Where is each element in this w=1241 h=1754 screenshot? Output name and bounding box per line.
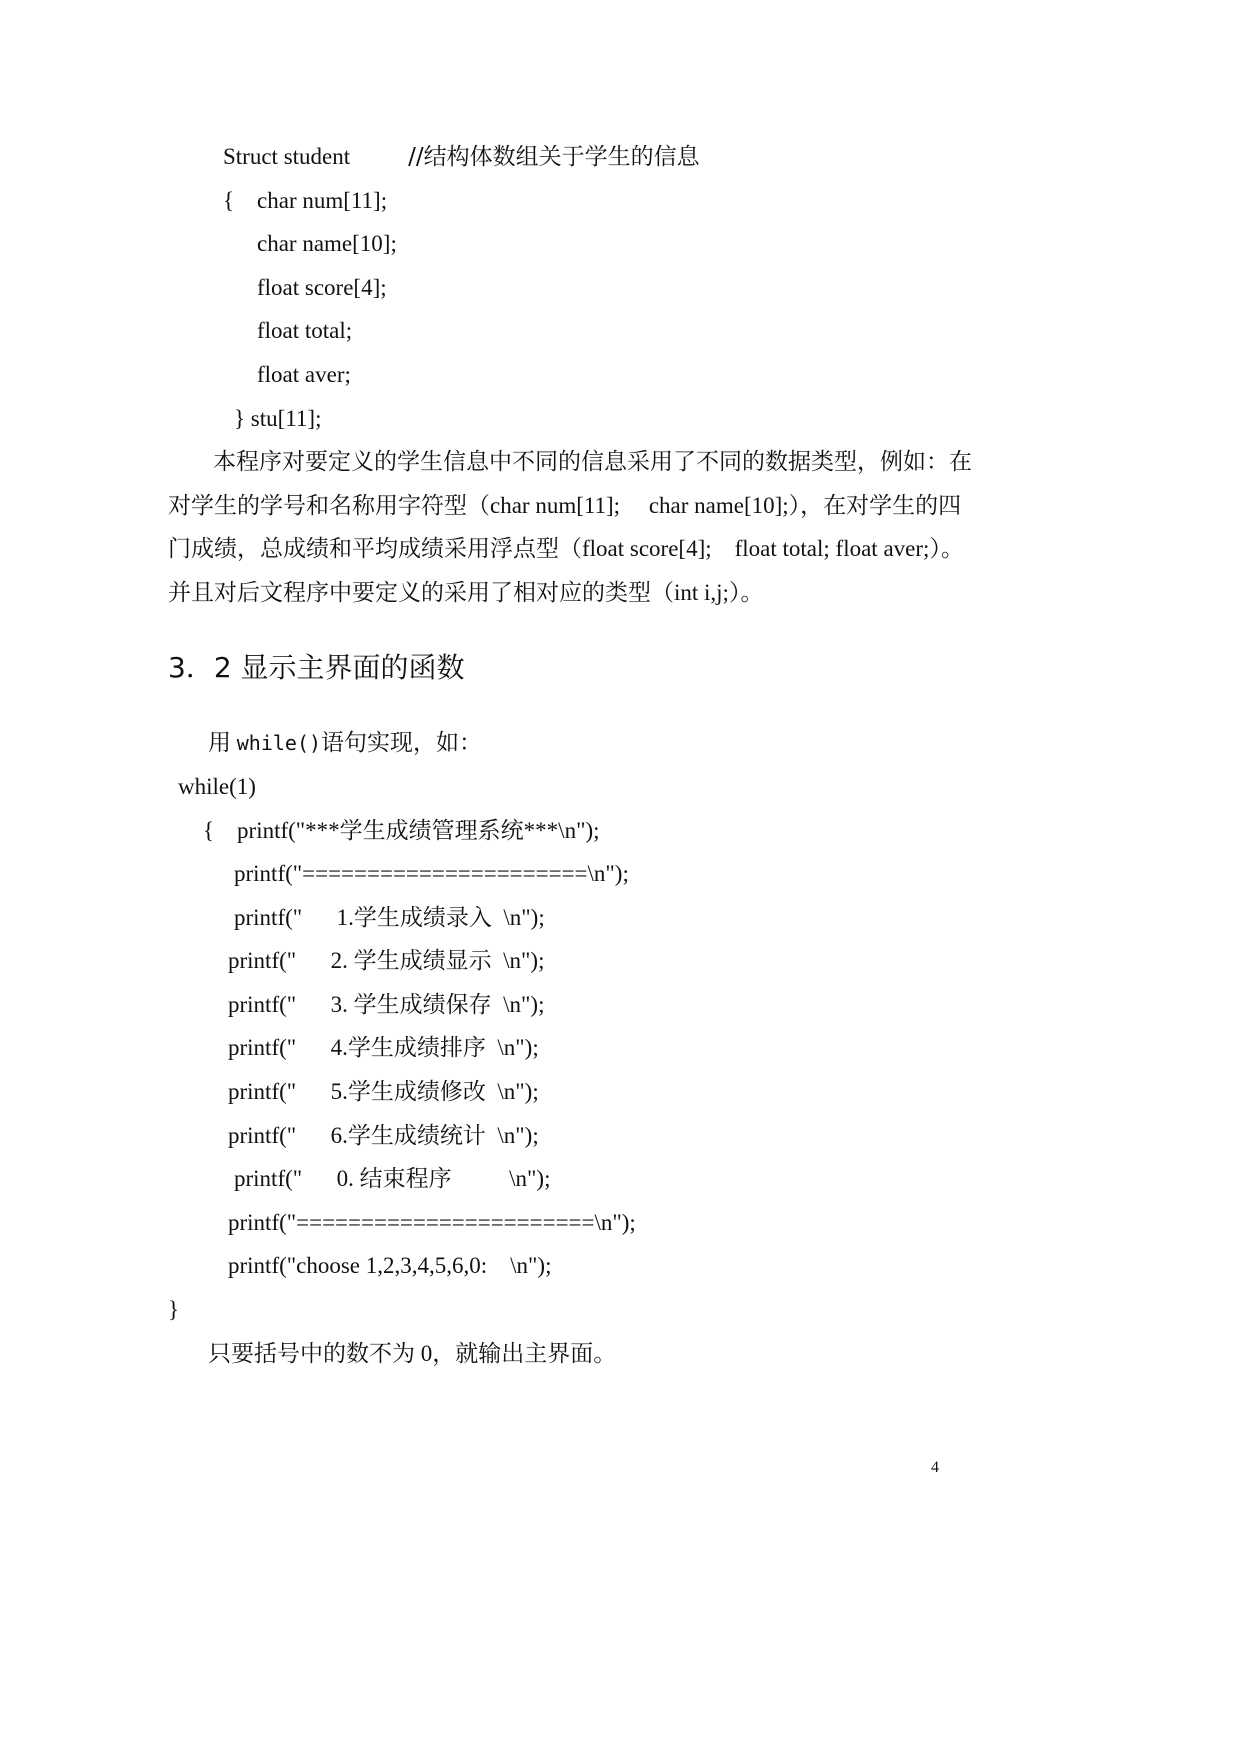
code-line-printf-sep2: printf("=======================\n"); bbox=[228, 1210, 636, 1235]
code-line-printf-sep1: printf("======================\n"); bbox=[234, 861, 629, 886]
intro-code: while() bbox=[236, 731, 322, 755]
struct-code: Struct student bbox=[223, 144, 351, 169]
code-line-printf-opt6: printf(" 6.学生成绩统计 \n"); bbox=[228, 1123, 539, 1148]
struct-declaration bbox=[223, 142, 700, 172]
paragraph-line-1: 本程序对要定义的学生信息中不同的信息采用了不同的数据类型，例如：在 bbox=[213, 449, 972, 474]
code-line-printf-opt1: printf(" 1.学生成绩录入 \n"); bbox=[234, 905, 545, 930]
struct-field-total: float total; bbox=[257, 318, 353, 343]
struct-open-brace-line: { char num[11]; bbox=[223, 188, 388, 213]
page-number: 4 bbox=[931, 1459, 939, 1476]
code-line-printf-opt0: printf(" 0. 结束程序 \n"); bbox=[234, 1166, 551, 1191]
struct-close-line: } stu[11]; bbox=[234, 406, 322, 431]
struct-field-name: char name[10]; bbox=[257, 231, 397, 256]
code-line-close-brace: } bbox=[168, 1297, 180, 1322]
paragraph-line-3: 门成绩，总成绩和平均成绩采用浮点型（float score[4]; float total; float aver;）。 bbox=[168, 536, 964, 561]
code-line-printf-opt4: printf(" 4.学生成绩排序 \n"); bbox=[228, 1035, 539, 1060]
closing-sentence: 只要括号中的数不为 0，就输出主界面。 bbox=[208, 1341, 617, 1366]
struct-field-score: float score[4]; bbox=[257, 275, 387, 300]
intro-pre: 用 bbox=[208, 730, 237, 755]
paragraph-line-2: 对学生的学号和名称用字符型（char num[11]; char name[10];），在对学生的四 bbox=[168, 493, 962, 518]
intro-post: 语句实现，如： bbox=[321, 730, 483, 755]
code-line-printf-title: { printf("***学生成绩管理系统***\n"); bbox=[203, 818, 600, 843]
section-heading: 3．2 显示主界面的函数 bbox=[168, 651, 465, 684]
paragraph-line-4: 并且对后文程序中要定义的采用了相对应的类型（int i,j;）。 bbox=[168, 580, 764, 605]
struct-comment: //结构体数组关于学生的信息 bbox=[408, 144, 700, 170]
code-line-printf-opt3: printf(" 3. 学生成绩保存 \n"); bbox=[228, 992, 545, 1017]
intro-line bbox=[208, 728, 482, 758]
code-line-printf-opt2: printf(" 2. 学生成绩显示 \n"); bbox=[228, 948, 545, 973]
struct-field-aver: float aver; bbox=[257, 362, 351, 387]
code-line-while: while(1) bbox=[178, 774, 256, 799]
code-line-printf-opt5: printf(" 5.学生成绩修改 \n"); bbox=[228, 1079, 539, 1104]
code-line-printf-choose: printf("choose 1,2,3,4,5,6,0: \n"); bbox=[228, 1253, 552, 1278]
